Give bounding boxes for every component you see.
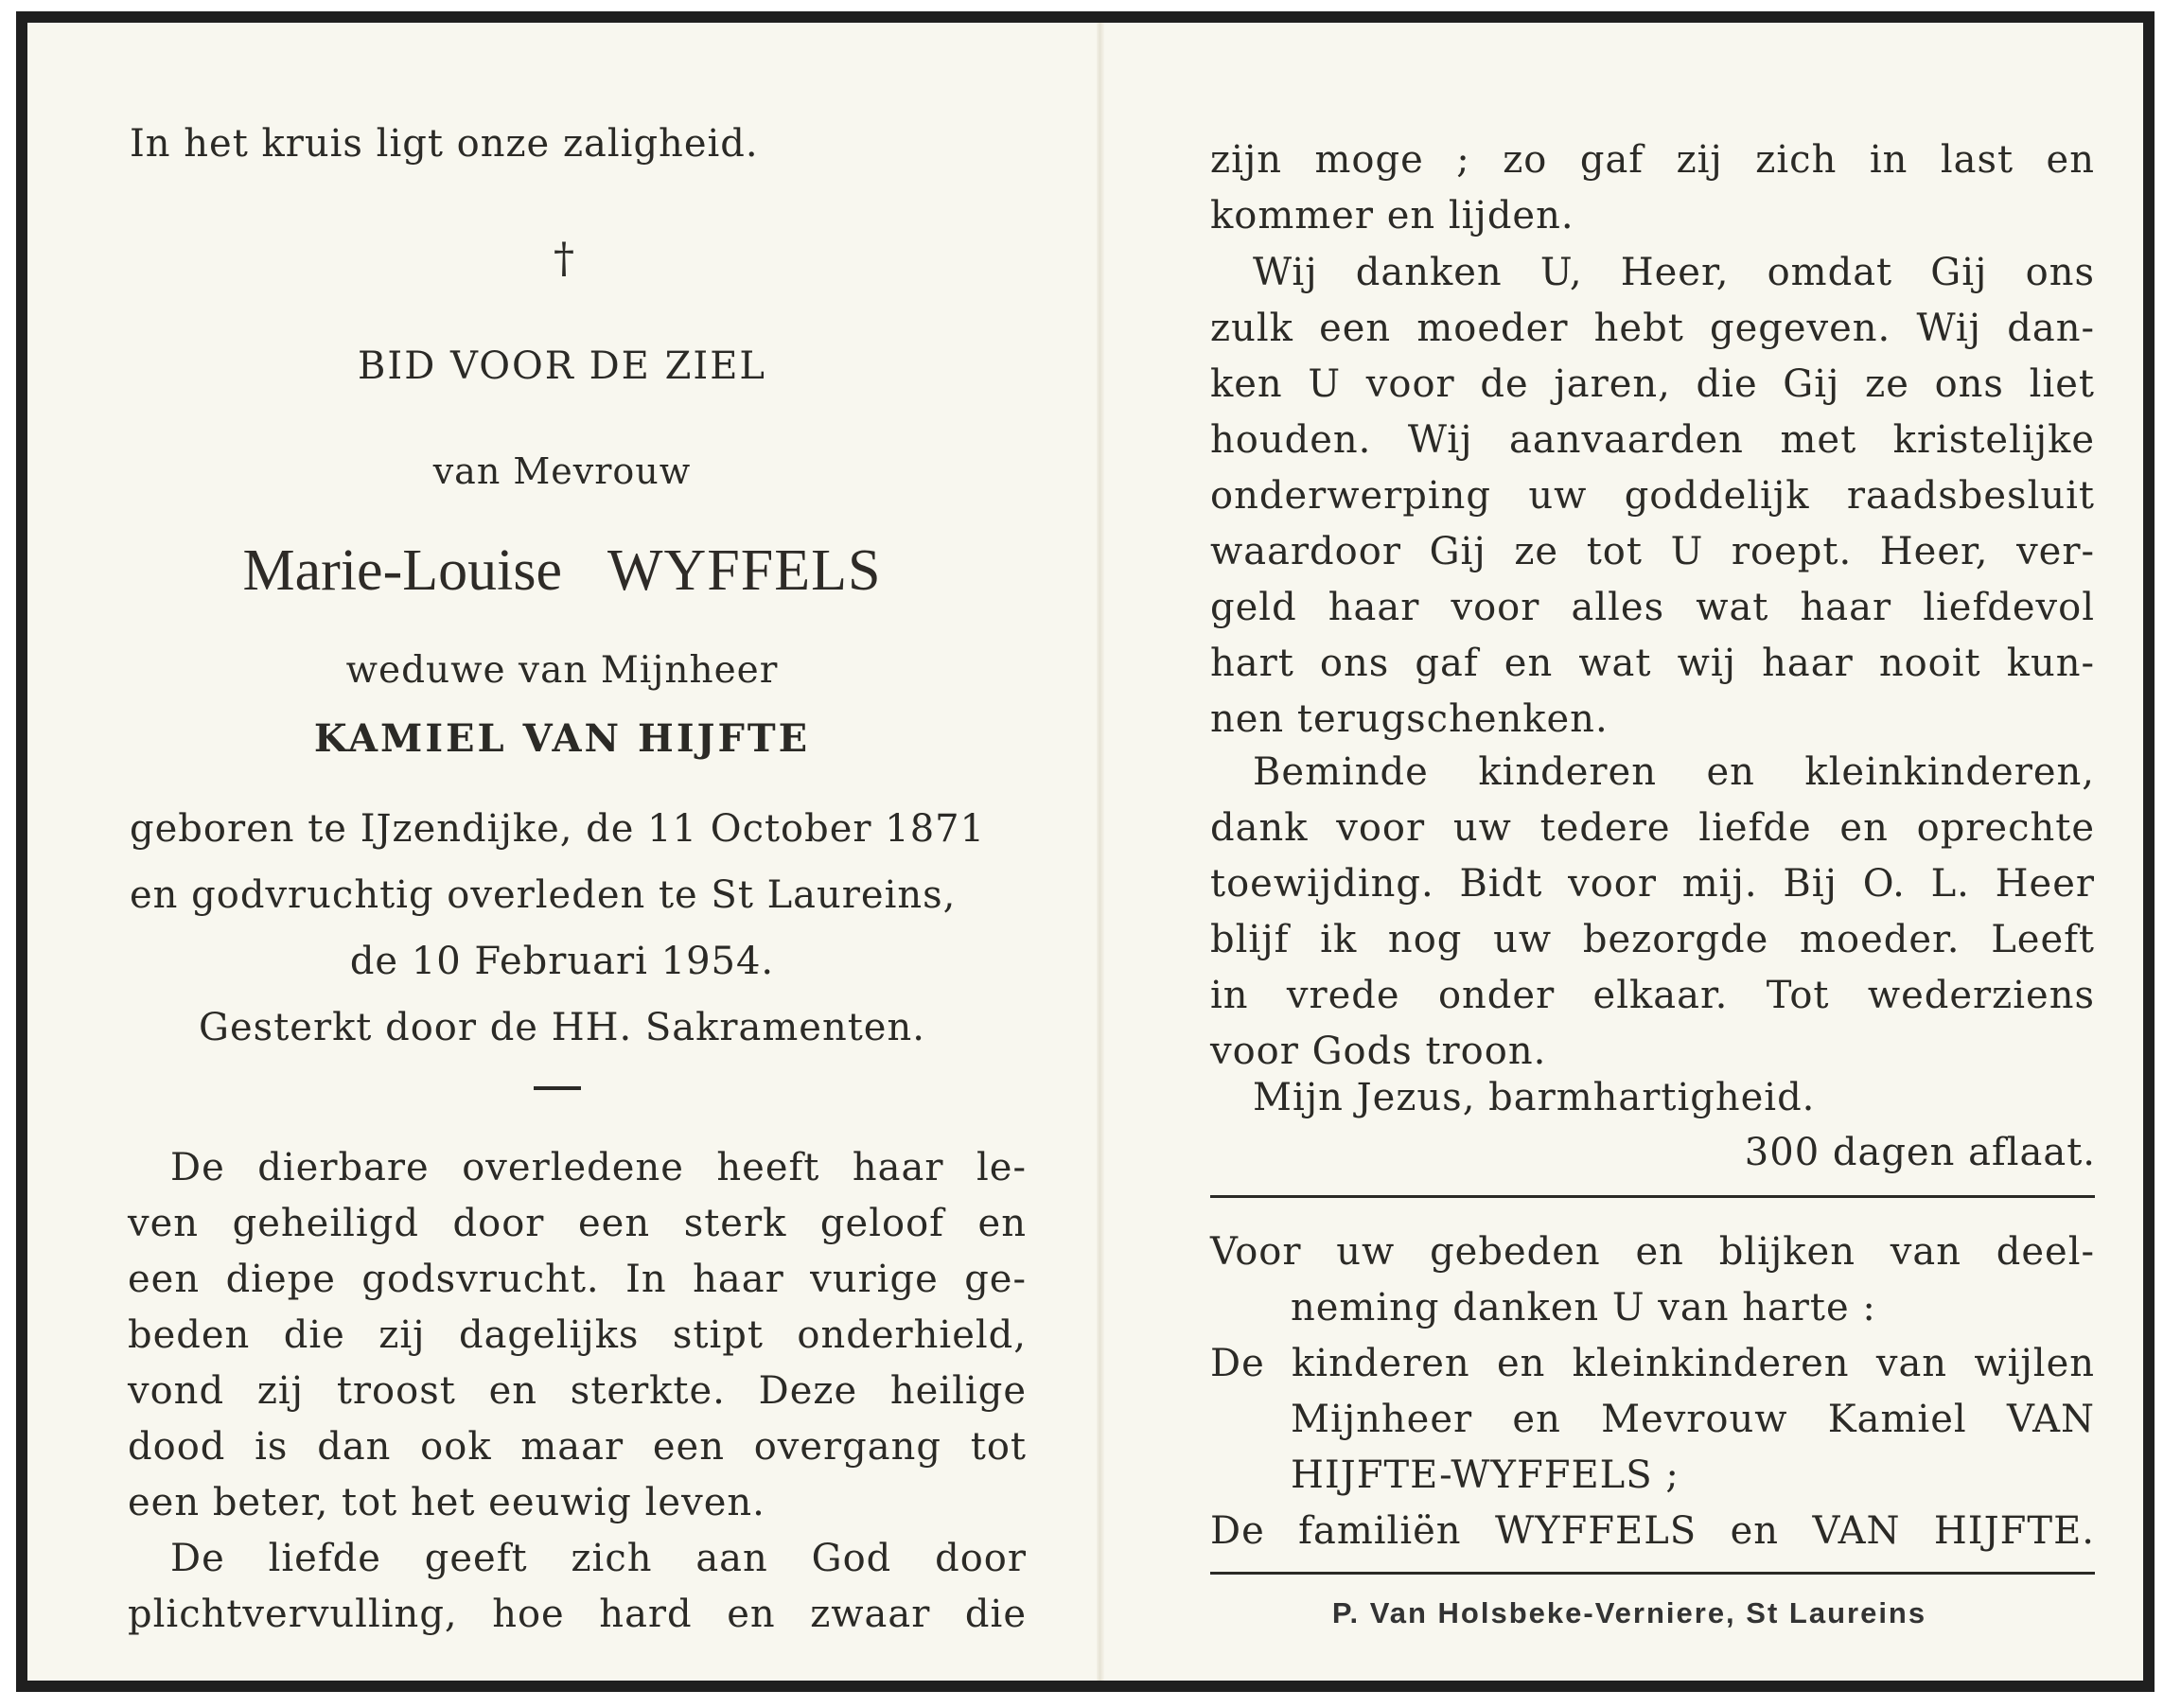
text-line: voor Gods troon. — [1210, 1030, 1547, 1073]
text-line: De dierbare overledene heeft haar le- — [170, 1146, 1027, 1189]
right-paragraph-1 — [1210, 132, 2095, 244]
left-paragraph-1 — [128, 1140, 1027, 1531]
text-line: ven geheiligd door een sterk geloof en — [128, 1202, 1027, 1245]
text-line: Beminde kinderen en kleinkinderen, — [1253, 750, 2095, 794]
right-paragraph-2 — [1210, 245, 2095, 748]
text-line: dank voor uw tedere liefde en oprechte — [1210, 806, 2095, 850]
text-line: geld haar voor alles wat haar liefdevol — [1210, 586, 2095, 629]
divider-line — [1210, 1195, 2095, 1198]
memorial-card — [16, 11, 2155, 1692]
first-names: Marie-Louise — [242, 538, 562, 603]
sacraments-line: Gesterkt door de HH. Sakramenten. — [199, 1006, 925, 1049]
text-line: hart ons gaf en wat wij haar nooit kun- — [1210, 642, 2095, 685]
text-line: blijf ik nog uw bezorgde moeder. Leeft — [1210, 918, 2095, 961]
text-line: Voor uw gebeden en blijken van deel- — [1210, 1230, 2095, 1274]
text-line: kommer en lijden. — [1210, 194, 1574, 238]
text-line: dood is dan ook maar een overgang tot — [128, 1425, 1027, 1469]
text-line: nen terugschenken. — [1210, 697, 1609, 741]
motto: In het kruis ligt onze zaligheid. — [130, 122, 759, 166]
death-line: en godvruchtig overleden te St Laureins, — [130, 873, 957, 917]
thanks-block — [1210, 1224, 2095, 1559]
text-line: een diepe godsvrucht. In haar vurige ge- — [128, 1258, 1027, 1301]
deceased-name — [27, 538, 1097, 603]
text-line: zijn moge ; zo gaf zij zich in last en — [1210, 138, 2095, 182]
text-line: De familiën WYFFELS en VAN HIJFTE. — [1210, 1509, 2095, 1553]
cross-icon: † — [554, 235, 574, 283]
divider-line — [1210, 1572, 2095, 1575]
text-line: plichtvervulling, hoe hard en zwaar die — [128, 1593, 1027, 1636]
text-line: houden. Wij aanvaarden met kristelijke — [1210, 418, 2095, 462]
text-line: onderwerping uw goddelijk raadsbesluit — [1210, 474, 2095, 518]
text-line: De liefde geeft zich aan God door — [170, 1537, 1027, 1580]
right-paragraph-3 — [1210, 745, 2095, 1080]
text-line: Mijnheer en Mevrouw Kamiel VAN — [1291, 1398, 2095, 1441]
printer-credit: P. Van Holsbeke-Verniere, St Laureins — [1331, 1596, 1927, 1629]
text-line: een beter, tot het eeuwig leven. — [128, 1481, 765, 1524]
bid-voor-de-ziel-heading: BID VOOR DE ZIEL — [358, 344, 766, 388]
husband-name: KAMIEL VAN HIJFTE — [313, 716, 811, 761]
weduwe-text: weduwe van Mijnheer — [345, 649, 779, 692]
van-mevrouw-text: van Mevrouw — [432, 450, 692, 492]
birth-line: geboren te IJzendijke, de 11 October 1871 — [130, 807, 986, 851]
prayer-line: Mijn Jezus, barmhartigheid. — [1253, 1076, 1816, 1119]
text-line: Wij danken U, Heer, omdat Gij ons — [1253, 251, 2095, 294]
indulgence-line: 300 dagen aflaat. — [1744, 1131, 2096, 1174]
surname: WYFFELS — [607, 538, 882, 603]
text-line: vond zij troost en sterkte. Deze heilige — [128, 1369, 1027, 1413]
right-page — [1104, 23, 2155, 1681]
text-line: De kinderen en kleinkinderen van wijlen — [1210, 1342, 2095, 1385]
divider-dash — [534, 1086, 581, 1090]
text-line: in vrede onder elkaar. Tot wederziens — [1210, 974, 2095, 1017]
text-line: waardoor Gij ze tot U roept. Heer, ver- — [1210, 530, 2095, 573]
left-page — [27, 23, 1097, 1681]
text-line: ken U voor de jaren, die Gij ze ons liet — [1210, 362, 2095, 406]
card-fold — [1097, 23, 1104, 1681]
text-line: toewijding. Bidt voor mij. Bij O. L. Heer — [1210, 862, 2095, 906]
text-line: beden die zij dagelijks stipt onderhield, — [128, 1313, 1027, 1357]
text-line: neming danken U van harte : — [1291, 1286, 1876, 1329]
text-line: HIJFTE-WYFFELS ; — [1291, 1453, 1680, 1497]
text-line: zulk een moeder hebt gegeven. Wij dan- — [1210, 307, 2095, 350]
death-date-line: de 10 Februari 1954. — [349, 940, 775, 983]
left-paragraph-2 — [128, 1531, 1027, 1643]
